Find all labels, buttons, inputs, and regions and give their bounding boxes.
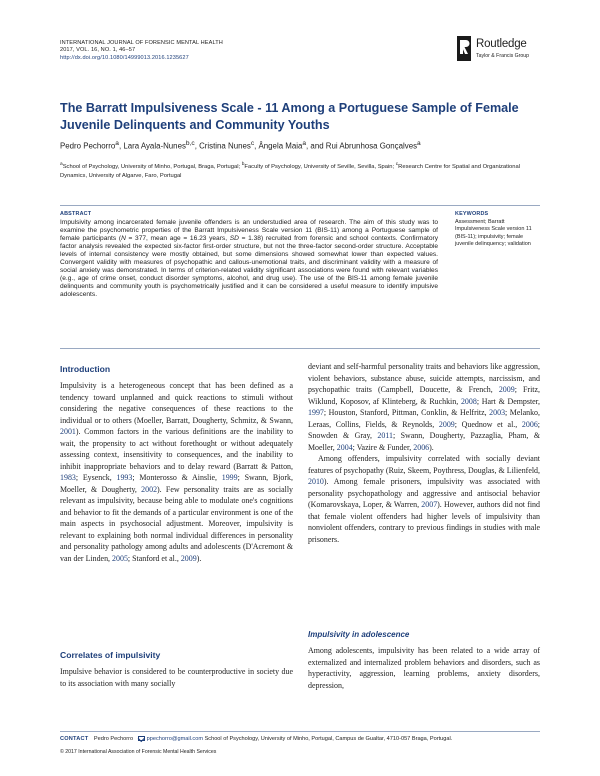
- abstract-heading: ABSTRACT: [60, 211, 92, 217]
- citation-link[interactable]: 2009: [180, 553, 197, 563]
- citation-link[interactable]: 2006: [413, 442, 430, 452]
- journal-header: [60, 40, 360, 62]
- doi-link[interactable]: http://dx.doi.org/10.1080/14999013.2016.1235627: [60, 54, 189, 61]
- journal-name: INTERNATIONAL JOURNAL OF FORENSIC MENTAL HEALTH: [60, 40, 223, 46]
- citation-link[interactable]: 1997: [308, 408, 324, 417]
- citation-link[interactable]: 2011: [377, 431, 393, 440]
- right-paragraph-3: Among adolescents, impulsivity has been related to a wide array of externalized and internalized problem behaviors and disorders, such as hyperactivity, aggression, learning problems, anxiety disorders, depression,: [308, 646, 540, 690]
- citation-link[interactable]: 1999: [221, 473, 238, 482]
- correlates-heading: Correlates of impulsivity: [60, 650, 161, 660]
- article-title: The Barratt Impulsiveness Scale - 11 Among a Portuguese Sample of Female Juvenile Delinquents and Community Youths: [60, 101, 519, 132]
- copyright: © 2017 International Association of Forensic Mental Health Services: [60, 749, 217, 755]
- journal-issue: 2017, VOL. 16, NO. 1, 46–57: [60, 47, 136, 54]
- right-column-top: [308, 361, 540, 545]
- publisher-brand: Routledge: [476, 38, 527, 50]
- adolescence-heading: Impulsivity in adolescence: [308, 630, 410, 639]
- citation-link[interactable]: 2001: [60, 427, 76, 436]
- citation-link[interactable]: 2007: [421, 500, 438, 509]
- keywords-text: Assessment; Barratt Impulsiveness Scale version 11 (BIS-11); impulsivity; female juvenile delinquency; validation: [455, 219, 532, 248]
- contact-label: CONTACT: [60, 736, 89, 742]
- contact-name: Pedro Pechorro: [93, 736, 134, 742]
- left-column-intro: [60, 380, 293, 564]
- citation-link[interactable]: 2006: [521, 419, 538, 429]
- citation-link[interactable]: 2009: [438, 419, 455, 429]
- citation-link[interactable]: 2008: [460, 396, 477, 406]
- citation-link[interactable]: 2002: [141, 484, 158, 494]
- correlates-paragraph: Impulsive behavior is considered to be counterproductive in society due to its association with many socially: [60, 667, 293, 688]
- citation-link[interactable]: 2003: [489, 408, 506, 417]
- citation-link[interactable]: 2009: [498, 385, 515, 394]
- contact-address: School of Psychology, University of Minho, Portugal, Campus de Gualtar, 4710-057 Braga, Portugal.: [204, 736, 453, 742]
- publisher-sub: Taylor & Francis Group: [476, 53, 530, 59]
- routledge-logo-icon: [457, 36, 471, 61]
- right-column-adolescence: [308, 645, 540, 691]
- right-paragraph-2: Among offenders, impulsivity correlated with socially deviant features of psychopathy (Ruiz, Skeem, Poythress, Douglas, & Lilienfeld, 2010). Among female prisoners, impulsivity was associated with personality psychopathology and aggressive and antisocial behavior (Komarovskaya, Loper, & Warren, 2007). However, authors did not find that female violent offenders had higher levels of impulsivity than nonviolent offenders, contrary to previous findings in studies with male prisoners.: [308, 454, 540, 544]
- introduction-heading: Introduction: [60, 364, 111, 374]
- citation-link[interactable]: 1993: [116, 473, 133, 482]
- contact-footer: [60, 731, 540, 755]
- left-column-correlates: [60, 666, 293, 689]
- citation-link[interactable]: 2004: [336, 442, 353, 452]
- affiliations: $^a$School of Psychology, University of Minho, Portugal, Braga, Portugal; $^b$Faculty of Psychology, University of Seville, Sevilla, Spain; $^c$Research Centre for Spatial and Organizational Dynamics, University of Algarve, Faro, Portugal: [60, 162, 520, 179]
- email-icon: [138, 736, 145, 741]
- contact-email[interactable]: ppechorro@gmail.com: [146, 736, 203, 742]
- publisher-logo: [457, 36, 547, 66]
- citation-link[interactable]: 2010: [308, 477, 324, 486]
- citation-link[interactable]: 1983: [60, 473, 76, 482]
- citation-link[interactable]: 2005: [112, 553, 128, 563]
- keywords-heading: KEYWORDS: [455, 211, 489, 217]
- intro-paragraph: Impulsivity is a heterogeneous concept that has been defined as a tendency toward unplanned and quick reactions to stimuli without considering the negative consequences of these reactions to the individual or to others (Moeller, Barratt, Dougherty, Schmitz, & Swann, 2001). Common factors in the various definitions are the inability to wait, the propensity to act without forethought or without adequately assessing context, insensitivity to consequences, and the inability to inhibit inappropriate behaviors and to delay reward (Barratt & Patton, 1983; Eysenck, 1993; Monterosso & Ainslie, 1999; Swann, Bjork, Moeller, & Dougherty, 2002). Few personality traits are as socially relevant as impulsivity, because being able to modulate one's cognitions and behavior to fit the demands of a particular environment is one of the main aspects in psychosocial adjustment. Moreover, impulsivity is relevant to explaining both normal individual differences in personality and personality pathology among adults and adolescents (D'Acremont & van der Linden, 2005; Stanford et al., 2009).: [60, 381, 293, 563]
- abstract-text: Impulsivity among incarcerated female juvenile offenders is an understudied area of research. The aim of this study was to examine the psychometric properties of the Barratt Impulsiveness Scale version 11 (BIS-11) among a Portuguese sample of female participants (N = 377, mean age = 16.23 years, SD = 1.38) recruited from forensic and school contexts. Confirmatory factor analysis revealed the expected six-factor first-order structure, but not the three-factor second-order structure. Acceptable levels of internal consistency were mostly obtained, but some dimensions showed somewhat lower than expected values. Convergent validity with measures of psychopathic and callous-unemotional traits, and discriminant validity with a measure of social anxiety was demonstrated. In terms of criterion-related validity significant associations were found with relevant variables (e.g., age of crime onset, conduct disorder symptoms, alcohol, and drug use). The use of the BIS-11 among female juvenile delinquents and community youth is psychometrically justified and it can be considered a useful measure to identify impulsive adolescents.: [60, 219, 438, 299]
- author-list: Pedro Pechorro$^a$, Lara Ayala-Nunes$^{b,c}$, Cristina Nunes$^c$, Ângela Maia$^a$, and Rui Abrunhosa Gonçalves$^a$: [60, 140, 421, 151]
- right-paragraph-1: deviant and self-harmful personality traits and behaviors like aggression, violent behaviors, substance abuse, suicide attempts, narcissism, and psychopathic traits (Campbell, Doucette, & French, 2009; Fritz, Wiklund, Koposov, af Klinteberg, & Ruchkin, 2008; Hart & Dempster, 1997; Houston, Stanford, Pittman, Conklin, & Helfritz, 2003; Melanko, Leraas, Collins, Fields, & Reynolds, 2009; Quednow et al., 2006; Snowden & Gray, 2011; Swann, Dougherty, Pazzaglia, Pham, & Moeller, 2004; Vazire & Funder, 2006).: [308, 362, 540, 452]
